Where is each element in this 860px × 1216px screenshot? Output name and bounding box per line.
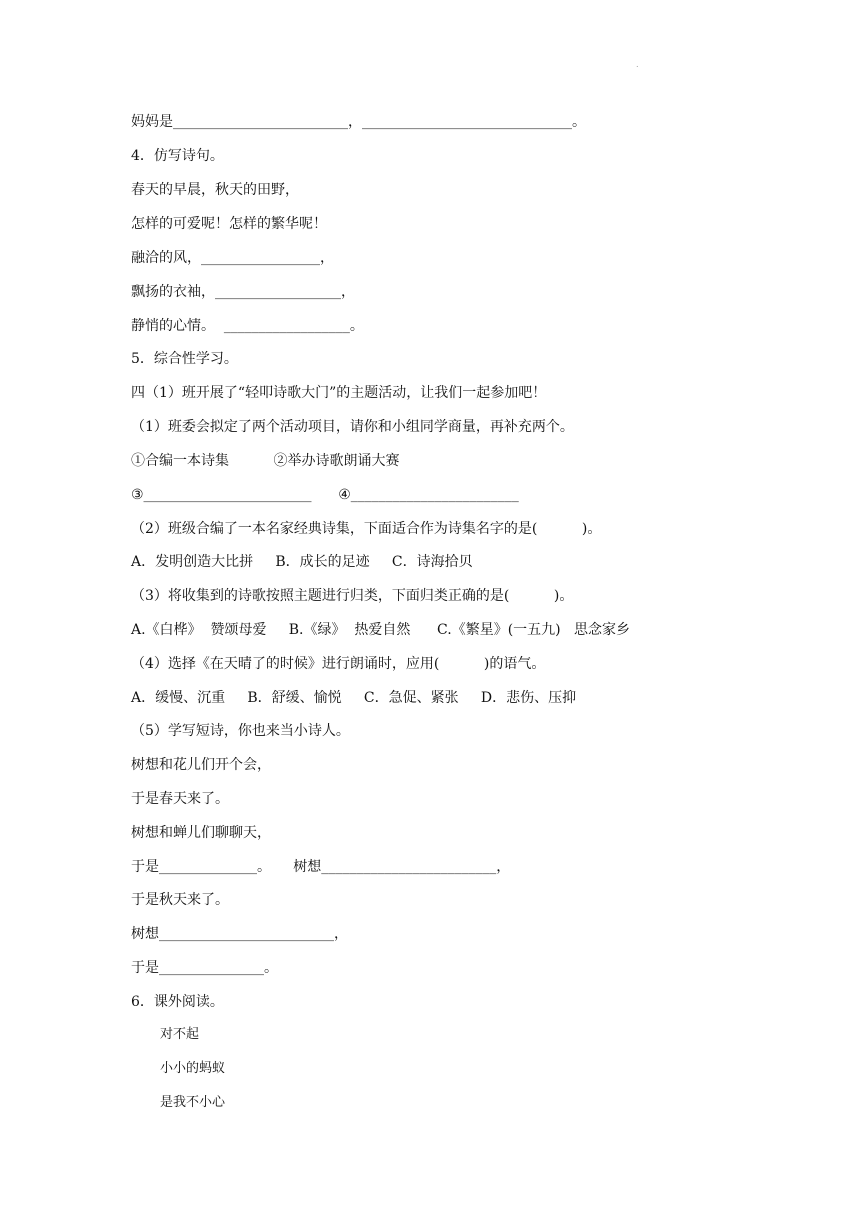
activity-items-1-2: ①合编一本诗集 ②举办诗歌朗诵大赛 [131, 453, 400, 469]
short-poem-line-2: 于是春天来了。 [131, 791, 229, 807]
short-poem-line-5: 于是秋天来了。 [131, 892, 229, 908]
subquestion-4: （4）选择《在天晴了的时候》进行朗诵时，应用( )的语气。 [131, 656, 546, 672]
reading-poem-line-2: 小小的蚂蚁 [160, 1061, 226, 1076]
short-poem-line-6: 树想_________________________， [131, 926, 348, 942]
subquestion-3: （3）将收集到的诗歌按照主题进行归类，下面归类正确的是( )。 [131, 588, 574, 604]
reading-poem-line-3: 是我不小心 [160, 1095, 226, 1110]
question-6-title: 6．课外阅读。 [131, 994, 224, 1010]
reading-poem-line-1: 对不起 [160, 1027, 200, 1042]
corner-mark: . [636, 60, 639, 69]
question-5-title: 5．综合性学习。 [131, 351, 238, 367]
question-4-title: 4．仿写诗句。 [131, 148, 224, 164]
activity-intro: 四（1）班开展了“轻叩诗歌大门”的主题活动，让我们一起参加吧！ [131, 385, 547, 401]
subquestion-2: （2）班级合编了一本名家经典诗集，下面适合作为诗集名字的是( )。 [131, 521, 602, 537]
short-poem-line-4: 于是______________。 树想_________________________， [131, 859, 511, 875]
subquestion-4-options: A．缓慢、沉重 B．舒缓、愉悦 C．急促、紧张 D．悲伤、压抑 [131, 690, 577, 706]
imitation-line-wind: 融洽的风，_________________， [131, 250, 334, 266]
imitation-line-mood: 静悄的心情。 __________________。 [131, 318, 364, 334]
activity-items-3-4: ③________________________ ④________________________ [131, 487, 519, 503]
imitation-line-sleeve: 飘扬的衣袖，__________________， [131, 284, 355, 300]
short-poem-line-1: 树想和花儿们开个会， [131, 757, 271, 773]
short-poem-line-3: 树想和蝉儿们聊聊天， [131, 825, 271, 841]
subquestion-1: （1）班委会拟定了两个活动项目，请你和小组同学商量，再补充两个。 [131, 419, 574, 435]
poem-sample-line-1: 春天的早晨，秋天的田野， [131, 182, 299, 198]
poem-sample-line-2: 怎样的可爱呢！怎样的繁华呢！ [131, 216, 327, 232]
subquestion-2-options: A．发明创造大比拼 B．成长的足迹 C．诗海拾贝 [131, 554, 473, 570]
short-poem-line-7: 于是_______________。 [131, 960, 278, 976]
subquestion-5: （5）学写短诗，你也来当小诗人。 [131, 723, 350, 739]
mom-is-line: 妈妈是_________________________，______________________________。 [131, 114, 586, 130]
subquestion-3-options: A.《白桦》 赞颂母爱 B.《绿》 热爱自然 C.《繁星》(一五九) 思念家乡 [131, 622, 630, 638]
